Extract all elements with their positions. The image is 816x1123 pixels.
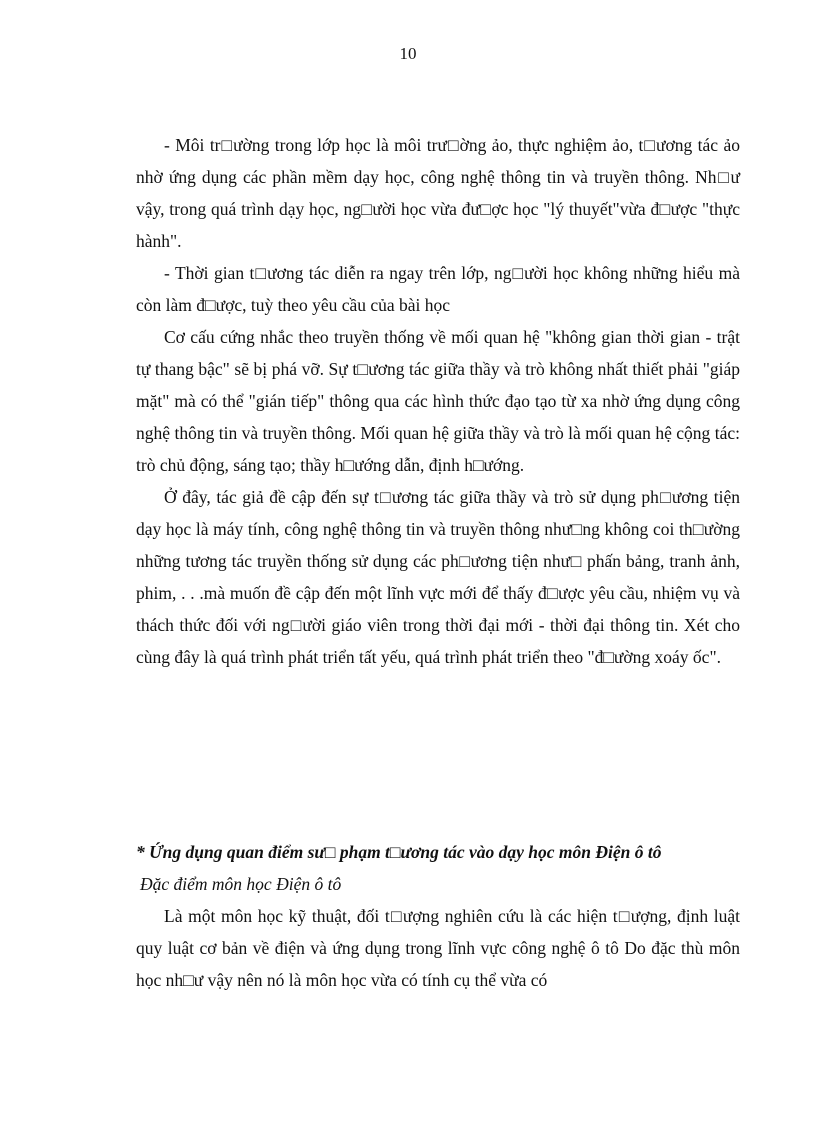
paragraph: Ở đây, tác giả đề cập đến sự t□ương tác giữa thầy và trò sử dụng ph□ương tiện dạy học là máy tính, công nghệ thông tin và truyền thông như□ng không coi th□ường những tương tác truyền thống sử dụng các ph□ương tiện như□ phấn bảng, tranh ảnh, phim, . . .mà muốn đề cập đến một lĩnh vực mới để thấy đ□ược yêu cầu, nhiệm vụ và thách thức đối với ng□ười giáo viên trong thời đại mới - thời đại thông tin. Xét cho cùng đây là quá trình phát triển tất yếu, quá trình phát triển theo "đ□ường xoáy ốc". [136,487,740,667]
paragraph: Cơ cấu cứng nhắc theo truyền thống về mối quan hệ "không gian thời gian - trật tự thang bậc" sẽ bị phá vỡ. Sự t□ương tác giữa thầy và trò không nhất thiết phải "giáp mặt" mà có thể "gián tiếp" thông qua các hình thức đạo tạo từ xa nhờ ứng dụng công nghệ thông tin và truyền thông. Mối quan hệ giữa thầy và trò là mối quan hệ cộng tác: trò chủ động, sáng tạo; thầy h□ướng dẫn, định h□ướng. [136,327,740,475]
section-heading: * Ứng dụng quan điểm sư□ phạm t□ương tác vào dạy học môn Điện ô tô [136,842,662,862]
body-text [136,129,740,673]
page-number: 10 [399,44,417,63]
paragraph: - Thời gian t□ương tác diễn ra ngay trên lớp, ng□ười học không những hiểu mà còn làm đ□ược, tuỳ theo yêu cầu của bài học [136,263,740,315]
section-subheading: Đặc điểm môn học Điện ô tô [140,874,342,894]
section [136,836,740,996]
paragraph: Là một môn học kỹ thuật, đối t□ượng nghiên cứu là các hiện t□ượng, định luật quy luật cơ bản về điện và ứng dụng trong lĩnh vực công nghệ ô tô Do đặc thù môn học nh□ư vậy nên nó là môn học vừa có tính cụ thể vừa có [136,906,740,990]
paragraph: - Môi tr□ường trong lớp học là môi trư□ờng ảo, thực nghiệm ảo, t□ương tác ảo nhờ ứng dụng các phần mềm dạy học, công nghệ thông tin và truyền thông. Nh□ư vậy, trong quá trình dạy học, ng□ười học vừa đư□ợc học "lý thuyết"vừa đ□ược "thực hành". [136,135,740,251]
